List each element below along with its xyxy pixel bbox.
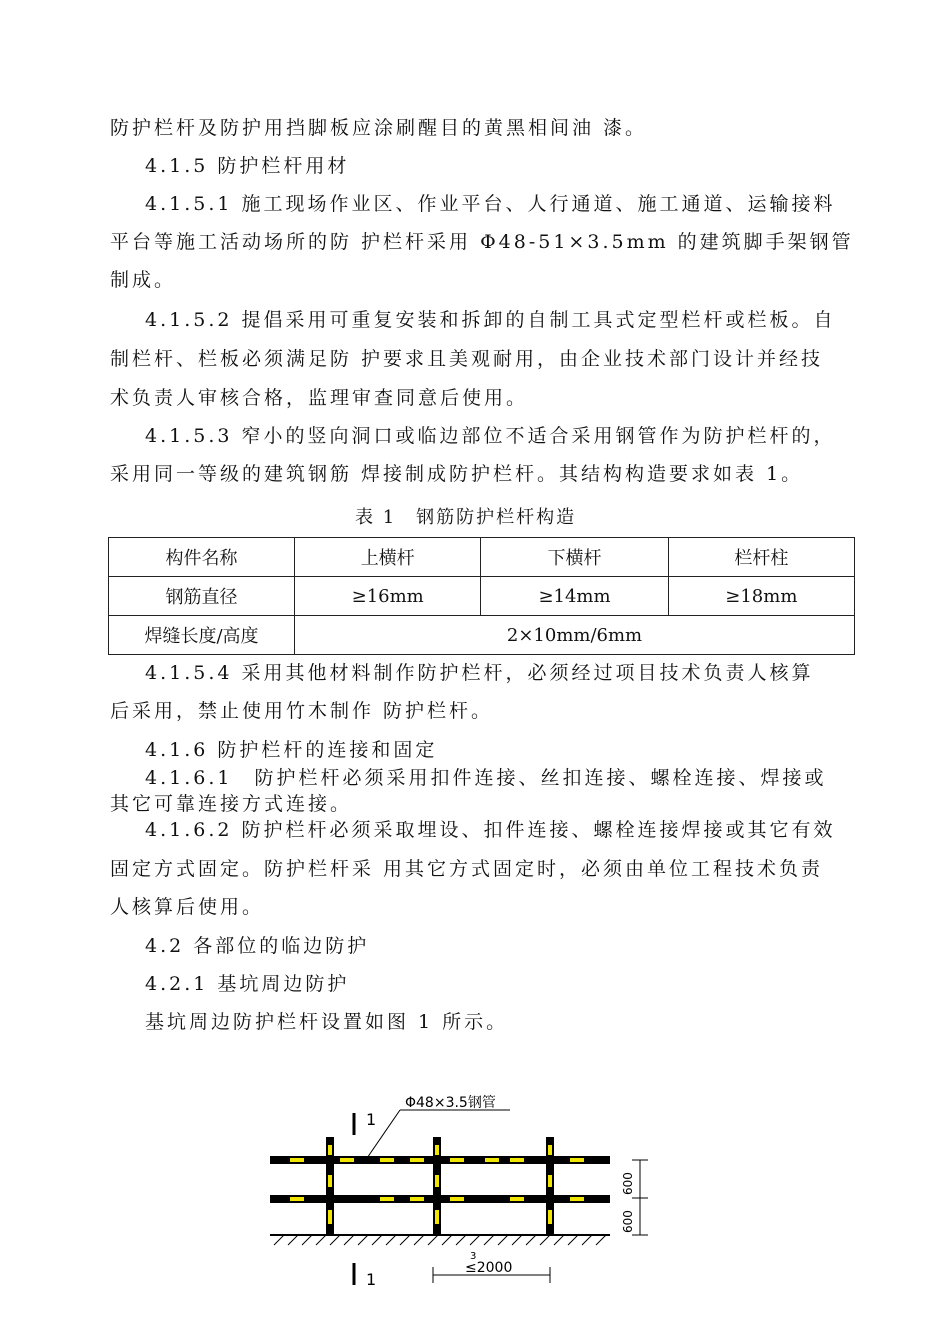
table-caption: 表 1 钢筋防护栏杆构造 [355, 507, 577, 528]
table-header-cell: 构件名称 [109, 538, 295, 577]
table-row [109, 577, 855, 616]
dim-height-bottom: 600 [621, 1210, 635, 1233]
table-cell: 焊缝长度/高度 [109, 616, 295, 655]
paragraph: 制栏杆、栏板必须满足防 护要求且美观耐用，由企业技术部门设计并经技 [110, 348, 824, 370]
section-mark-top: 1 [366, 1110, 377, 1129]
table-header-row [109, 538, 855, 577]
paragraph: 4.1.5.2 提倡采用可重复安装和拆卸的自制工具式定型栏杆或栏板。自 [145, 309, 836, 331]
dim-height-top: 600 [621, 1172, 635, 1195]
table-header-cell: 下横杆 [481, 538, 668, 577]
table-cell: ≥18mm [668, 577, 854, 616]
paragraph: 平台等施工活动场所的防 护栏杆采用 Φ48-51×3.5mm 的建筑脚手架钢管 [110, 231, 854, 253]
dim-spacing-prefix: 3 [470, 1251, 477, 1262]
table-header-cell: 上横杆 [295, 538, 481, 577]
pipe-label: Φ48×3.5钢管 [405, 1095, 496, 1111]
paragraph: 4.1.6.2 防护栏杆必须采取埋设、扣件连接、螺栓连接焊接或其它有效 [145, 819, 836, 841]
paragraph: 制成。 [110, 269, 177, 291]
table-cell: 钢筋直径 [109, 577, 295, 616]
paragraph: 4.1.6.1 防护栏杆必须采用扣件连接、丝扣连接、螺栓连接、焊接或 [145, 767, 827, 789]
section-mark-bottom: 1 [366, 1270, 377, 1289]
section-heading: 4.2 各部位的临边防护 [145, 935, 370, 957]
paragraph: 固定方式固定。防护栏杆采 用其它方式固定时，必须由单位工程技术负责 [110, 858, 824, 880]
section-heading: 4.2.1 基坑周边防护 [145, 973, 350, 995]
ground-hatching [274, 1235, 606, 1245]
section-heading: 4.1.5 防护栏杆用材 [145, 155, 350, 177]
paragraph: 术负责人审核合格，监理审查同意后使用。 [110, 387, 529, 409]
paragraph: 4.1.5.4 采用其他材料制作防护栏杆，必须经过项目技术负责人核算 [145, 662, 814, 684]
spec-table [108, 537, 855, 655]
table-cell: ≥16mm [295, 577, 481, 616]
paragraph: 后采用，禁止使用竹木制作 防护栏杆。 [110, 700, 494, 722]
paragraph: 4.1.5.1 施工现场作业区、作业平台、人行通道、施工通道、运输接料 [145, 193, 836, 215]
paragraph: 其它可靠连接方式连接。 [110, 793, 353, 815]
railing-figure [270, 1085, 670, 1315]
paragraph: 人核算后使用。 [110, 896, 265, 918]
section-heading: 4.1.6 防护栏杆的连接和固定 [145, 739, 438, 761]
paragraph: 采用同一等级的建筑钢筋 焊接制成防护栏杆。其结构构造要求如表 1。 [110, 463, 804, 485]
table-cell: 2×10mm/6mm [295, 616, 855, 655]
table-cell: ≥14mm [481, 577, 668, 616]
table-row [109, 616, 855, 655]
dim-spacing: ≤2000 [465, 1260, 513, 1276]
table-header-cell: 栏杆柱 [668, 538, 854, 577]
paragraph: 4.1.5.3 窄小的竖向洞口或临边部位不适合采用钢管作为防护栏杆的， [145, 425, 836, 447]
paragraph: 基坑周边防护栏杆设置如图 1 所示。 [145, 1011, 509, 1033]
paragraph: 防护栏杆及防护用挡脚板应涂刷醒目的黄黑相间油 漆。 [110, 117, 648, 139]
